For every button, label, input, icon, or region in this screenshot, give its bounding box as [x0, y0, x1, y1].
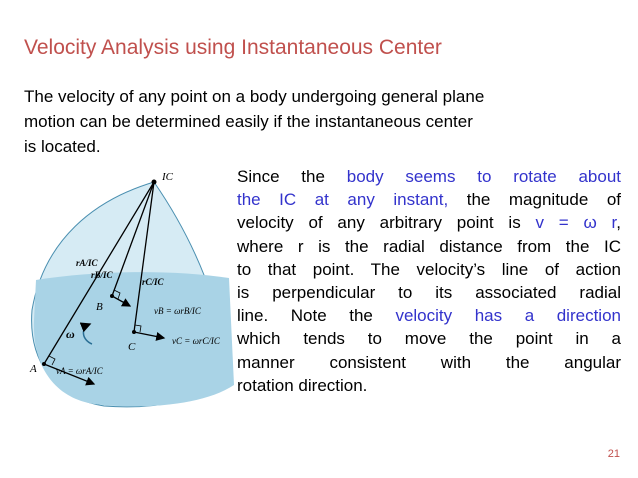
point-b-label: B	[96, 301, 103, 313]
intro-line: is located.	[24, 137, 101, 156]
explanation-line: where r is the radial distance from the IC	[237, 236, 621, 256]
point-c-label: C	[128, 341, 136, 353]
explanation-line: which tends to move the point in a	[237, 329, 621, 349]
explanation-line: rotation direction.	[237, 375, 368, 395]
explanation-paragraph	[237, 165, 621, 397]
explanation-line: Since the body seems to rotate about	[237, 167, 621, 186]
intro-line: motion can be determined easily if the instantaneous center	[24, 112, 473, 131]
intro-paragraph	[24, 84, 614, 159]
explanation-line: to that point. The velocity’s line of action	[237, 259, 621, 279]
slide-title: Velocity Analysis using Instantaneous Center	[24, 36, 442, 59]
point-a-label: A	[30, 363, 37, 375]
explanation-line: line. Note the velocity has a direction	[237, 306, 621, 326]
page-number: 21	[607, 448, 620, 460]
r-a-label: rA/IC	[76, 258, 98, 268]
r-b-label: rB/IC	[91, 270, 113, 280]
explanation-line: is perpendicular to its associated radial	[237, 283, 621, 303]
r-c-label: rC/IC	[142, 277, 164, 287]
explanation-line: manner consistent with the angular	[237, 352, 621, 372]
instantaneous-center-figure	[24, 160, 236, 410]
explanation-line: velocity of any arbitrary point is v = ω r,	[237, 213, 621, 233]
velocity-b-label: vB = ωrB/IC	[154, 306, 201, 316]
velocity-a-label: vA = ωrA/IC	[56, 366, 103, 376]
omega-label: ω	[66, 327, 75, 341]
explanation-line: the IC at any instant, the magnitude of	[237, 190, 621, 210]
intro-line: The velocity of any point on a body undergoing general plane	[24, 87, 485, 106]
velocity-c-label: vC = ωrC/IC	[172, 336, 220, 346]
ic-label: IC	[162, 171, 173, 183]
